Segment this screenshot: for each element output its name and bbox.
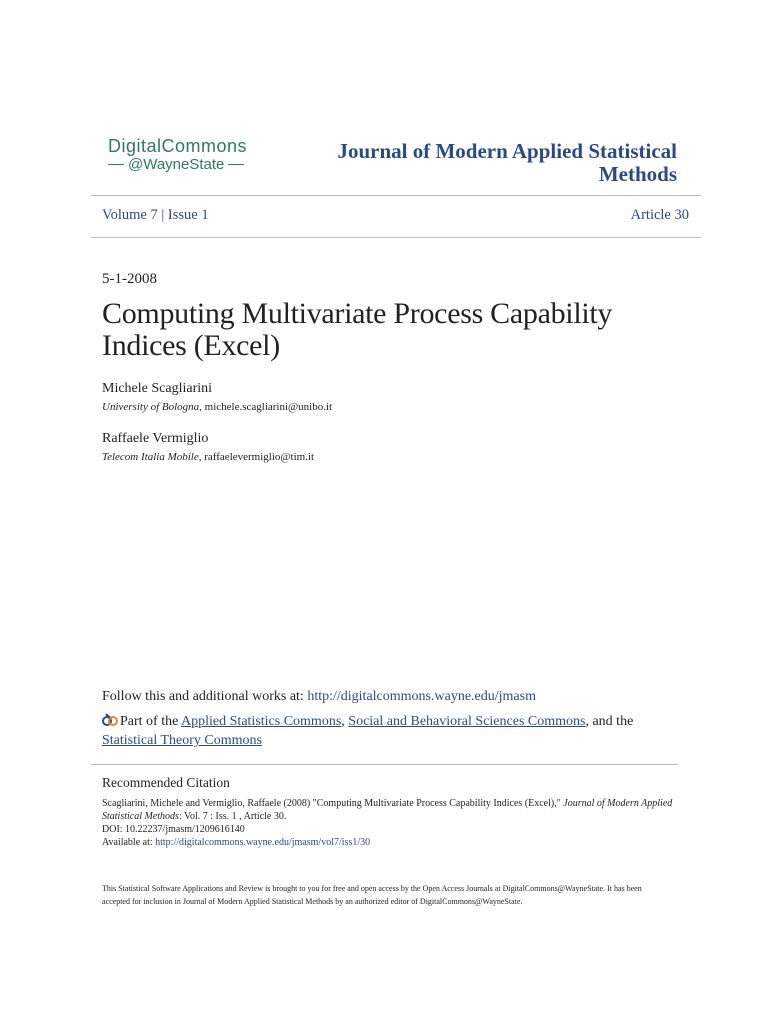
volume-link[interactable]: Volume 7 [102,207,158,223]
citation-journal: Journal of Modern Applied Statistical Methods [102,798,673,822]
follow-url-link[interactable]: http://digitalcommons.wayne.edu/jmasm [307,689,536,704]
author-name-2: Raffaele Vermiglio [102,431,209,446]
part-of-sep-2: , and the [585,714,634,729]
paper-title: Computing Multivariate Process Capability Indices (Excel) [102,297,613,362]
citation-available-link[interactable]: http://digitalcommons.wayne.edu/jmasm/vol7/iss1/30 [155,837,371,848]
publication-date: 5-1-2008 [102,271,157,287]
author-institution-1: University of Bologna [102,401,200,413]
logo-line-2-row [108,156,284,173]
author-affiliation-2 [102,451,314,463]
logo-dash-right [228,164,244,166]
logo-line-2: @WayneState [128,156,225,173]
follow-line [102,689,536,705]
citation-divider [91,764,678,765]
citation-line-a: Scagliarini, Michele and Vermiglio, Raffaele (2008) "Computing Multivariate Process Capability Indices (Excel)," [102,798,564,809]
citation-block [102,797,682,849]
part-of-sep-1: , [341,714,349,729]
journal-title[interactable] [320,140,677,186]
author-name-1: Michele Scagliarini [102,381,213,396]
volume-issue-separator: | [157,207,168,223]
open-access-footer: This Statistical Software Applications and Review is brought to you for free and open access by the Open Access Journals at DigitalCommons@WayneState. It has been accepted for inclusion in Journal of Modern Applied Statistical Methods by an authorized editor of DigitalCommons@WayneState. [102,884,642,906]
author-email-1: , michele.scagliarini@unibo.it [199,401,333,413]
header-divider-top [91,195,701,196]
part-of-prefix: Part of the [120,714,182,729]
journal-title-line-1: Journal of Modern Applied Statistical [337,139,677,163]
social-behavioral-sciences-commons-link[interactable]: Social and Behavioral Sciences Commons [348,714,586,729]
applied-statistics-commons-link[interactable]: Applied Statistics Commons [181,714,342,729]
issue-link[interactable]: Issue 1 [167,207,209,223]
volume-issue [102,207,209,224]
open-access-icon [102,712,118,728]
citation-doi: DOI: 10.22237/jmasm/1209616140 [102,824,245,835]
author-affiliation-1 [102,401,332,413]
follow-prefix: Follow this and additional works at: [102,689,308,704]
recommended-citation-heading: Recommended Citation [102,775,230,790]
citation-line-b: : Vol. 7 : Iss. 1 , Article 30. [178,811,287,822]
author-institution-2: Telecom Italia Mobile [102,451,199,463]
part-of-line [102,712,692,750]
digitalcommons-logo[interactable] [108,136,284,173]
article-link[interactable]: Article 30 [630,207,689,223]
author-email-2: , raffaelevermiglio@tim.it [198,451,315,463]
journal-title-line-2: Methods [598,162,677,186]
header-divider-bottom [91,237,701,238]
statistical-theory-commons-link[interactable]: Statistical Theory Commons [102,733,262,748]
citation-available-prefix: Available at: [102,837,156,848]
logo-line-1: DigitalCommons [108,136,248,156]
logo-dash-left [108,164,124,166]
